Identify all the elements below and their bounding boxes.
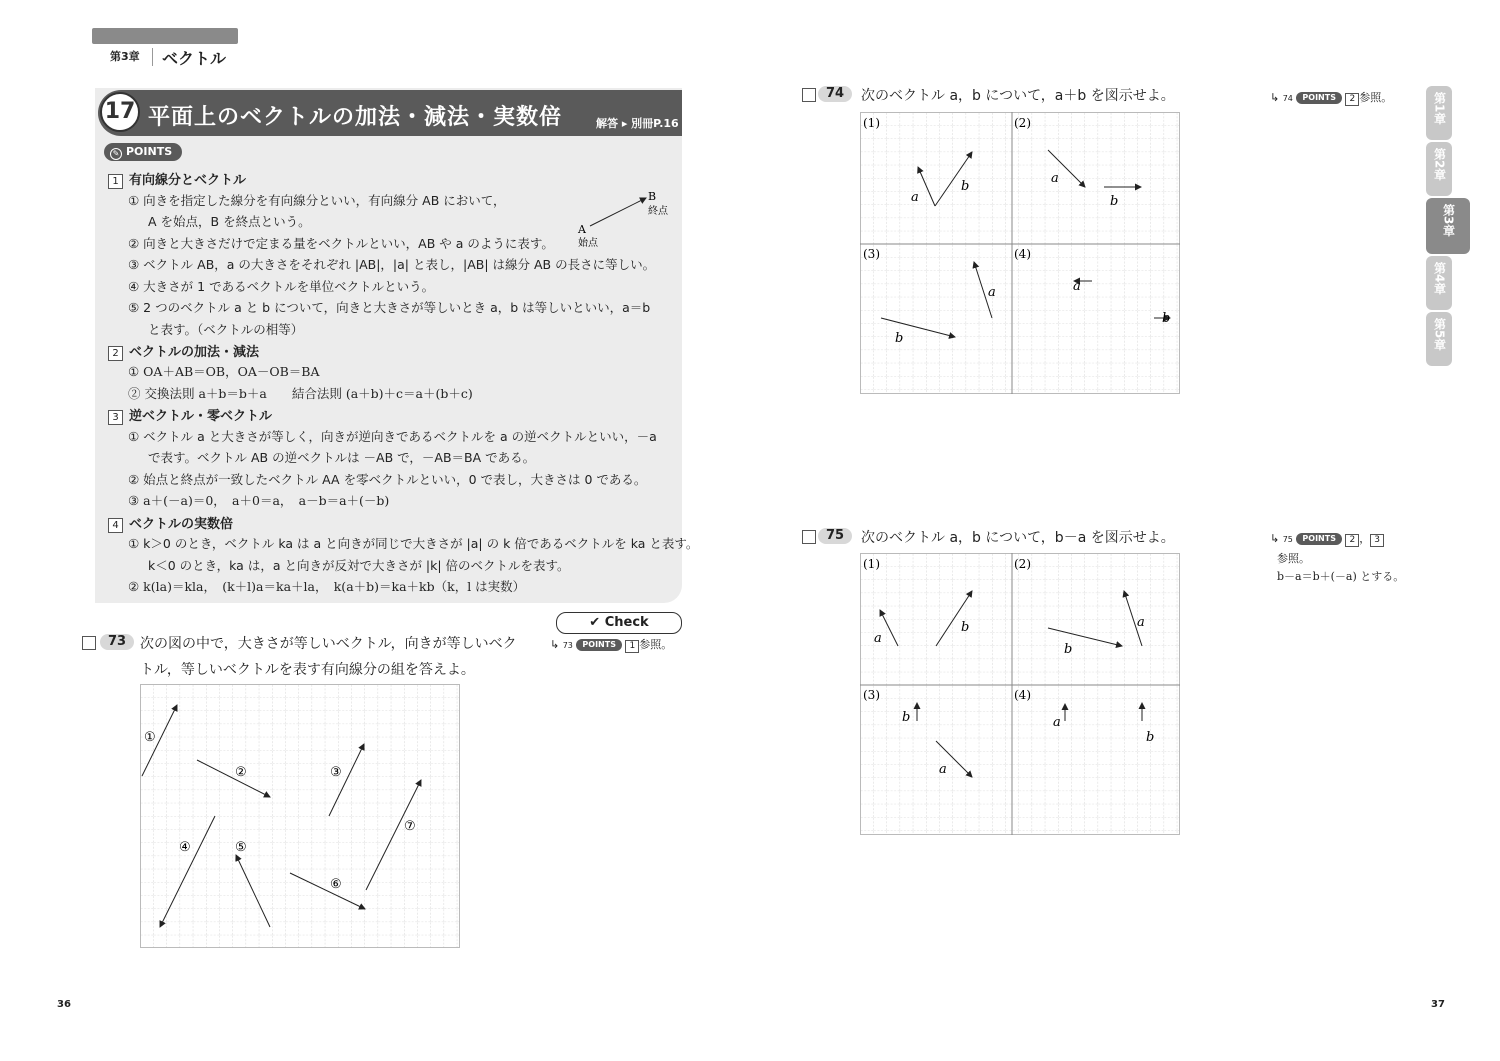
- q73-text-1: 次の図の中で，大きさが等しいベクトル，向きが等しいベク: [140, 636, 517, 652]
- q75-ref-line-3: b－a＝b＋(－a) とする。: [1277, 570, 1405, 583]
- q73-label-3: ③: [330, 765, 342, 780]
- q73-ref-num: 73: [562, 641, 573, 650]
- q74-p4-label-b: b: [1162, 311, 1171, 326]
- point-3-heading: [108, 405, 272, 425]
- q73-grid-figure: [140, 684, 462, 950]
- point-4-title: ベクトルの実数倍: [129, 517, 234, 532]
- q75-ref-num: 75: [1282, 535, 1293, 544]
- side-tab-label-4: 第4章: [1432, 262, 1447, 295]
- point-2-title: ベクトルの加法・減法: [129, 345, 260, 360]
- point-3-line-2: で表す。ベクトル AB の逆ベクトルは －AB で，－AB＝BA である。: [148, 450, 536, 465]
- point-1-line-6: ⑤ 2 つのベクトル a と b について，向きと大きさが等しいとき a，b は等しいといい，a＝b: [128, 300, 651, 315]
- point-3-line-3: ② 始点と終点が一致したベクトル AA を零ベクトルといい，0 で表し，大きさは 0 である。: [128, 472, 647, 487]
- q74-checkbox[interactable]: [802, 88, 816, 102]
- q75-p4-label-a: a: [1053, 715, 1061, 730]
- point-2-number: 2: [108, 346, 123, 361]
- q74-p2-label-a: a: [1051, 171, 1059, 186]
- point-1-line-2: A を始点，B を終点という。: [148, 214, 311, 229]
- q75-p3-label-a: a: [939, 762, 947, 777]
- q75-panel-3: (3): [863, 688, 880, 702]
- reference-arrow-icon: ↳: [1270, 91, 1280, 104]
- point-3-line-4: ③ a＋(－a)＝0， a＋0＝a， a－b＝a＋(－b): [128, 493, 390, 508]
- point-1-number: 1: [108, 174, 123, 189]
- q74-panel-2: (2): [1014, 116, 1031, 130]
- point-2-line-2: ② 交換法則 a＋b＝b＋a 結合法則 (a＋b)＋c＝a＋(b＋c): [128, 386, 473, 401]
- side-tab-chapter-2[interactable]: [1426, 142, 1452, 196]
- point-4-number: 4: [108, 518, 123, 533]
- page-number-right: 37: [1431, 999, 1445, 1010]
- q75-p2-label-b: b: [1064, 642, 1073, 657]
- q73-label-6: ⑥: [330, 877, 342, 892]
- q74-p3-label-a: a: [988, 285, 996, 300]
- q74-text: 次のベクトル a，b について，a＋b を図示せよ。: [861, 88, 1175, 104]
- label-end: 終点: [648, 206, 668, 217]
- point-1-heading: [108, 169, 246, 189]
- q75-ref-line-2: 参照。: [1277, 552, 1310, 565]
- q74-grid-figure: [860, 112, 1182, 396]
- q74-p1-label-b: b: [961, 179, 970, 194]
- check-label: Check: [604, 615, 649, 630]
- q74-ref-num: 74: [1282, 94, 1293, 103]
- side-tab-label-2: 第2章: [1432, 148, 1447, 181]
- q73-ref-badge: POINTS: [576, 639, 622, 651]
- side-tab-label-1: 第1章: [1432, 92, 1447, 125]
- side-tab-label-3: 第3章: [1441, 204, 1456, 237]
- q73-label-2: ②: [235, 765, 247, 780]
- q74-p4-label-a: a: [1073, 279, 1081, 294]
- label-start: 始点: [578, 238, 598, 249]
- directed-segment-diagram: [570, 188, 680, 250]
- q75-grid-figure: [860, 553, 1182, 837]
- label-b: B: [648, 190, 657, 203]
- check-icon: ✔: [589, 615, 601, 630]
- side-tab-chapter-4[interactable]: [1426, 256, 1452, 310]
- q73-reference: [550, 636, 672, 653]
- chapter-divider: [152, 48, 153, 66]
- q75-panel-1: (1): [863, 557, 880, 571]
- q74-reference: [1270, 89, 1392, 106]
- point-4-line-1: ① k＞0 のとき，ベクトル ka は a と向きが同じで大きさが |a| の k 倍であるベクトルを ka と表す。: [128, 536, 699, 551]
- check-tag: [556, 612, 682, 634]
- q74-panel-3: (3): [863, 247, 880, 261]
- q73-text-2: トル，等しいベクトルを表す有向線分の組を答えよ。: [140, 662, 475, 678]
- q75-p1-label-b: b: [961, 620, 970, 635]
- q73-ref-item: 1: [625, 640, 639, 653]
- side-tab-chapter-1[interactable]: [1426, 86, 1452, 140]
- q75-checkbox[interactable]: [802, 530, 816, 544]
- q74-ref-badge: POINTS: [1296, 92, 1342, 104]
- q74-number: 74: [818, 86, 852, 102]
- q73-label-7: ⑦: [404, 819, 416, 834]
- q73-label-5: ⑤: [235, 840, 247, 855]
- point-4-heading: [108, 513, 233, 533]
- q73-label-4: ④: [179, 840, 191, 855]
- q74-panel-4: (4): [1014, 247, 1031, 261]
- q74-p2-label-b: b: [1110, 194, 1119, 209]
- points-badge-label: POINTS: [126, 145, 173, 158]
- point-1-line-7: と表す。（ベクトルの相等）: [148, 322, 304, 337]
- segment-ab: [590, 198, 646, 226]
- side-tab-chapter-5[interactable]: [1426, 312, 1452, 366]
- label-a: A: [578, 223, 586, 236]
- point-1-title: 有向線分とベクトル: [129, 173, 247, 188]
- q75-number: 75: [818, 528, 852, 544]
- q75-p2-label-a: a: [1137, 615, 1145, 630]
- q75-panel-2: (2): [1014, 557, 1031, 571]
- chapter-label: 第3章: [110, 50, 140, 63]
- q75-ref-item-1: 2: [1345, 534, 1359, 547]
- q74-panel-1: (1): [863, 116, 880, 130]
- section-number: 17: [100, 92, 140, 132]
- answer-reference: 解答 ▸ 別冊P.16: [596, 117, 679, 130]
- chapter-title: ベクトル: [162, 49, 227, 68]
- reference-arrow-icon: ↳: [1270, 532, 1280, 545]
- q74-p1-label-a: a: [911, 190, 919, 205]
- q74-ref-tail: 参照。: [1359, 91, 1393, 104]
- q75-ref-sep: ，: [1359, 532, 1371, 545]
- q75-p3-label-b: b: [902, 710, 911, 725]
- q74-ref-item: 2: [1345, 93, 1359, 106]
- point-3-title: 逆ベクトル・零ベクトル: [129, 409, 273, 424]
- point-2-line-1: ① OA＋AB＝OB，OA－OB＝BA: [128, 364, 320, 379]
- point-1-line-3: ② 向きと大きさだけで定まる量をベクトルといい，AB や a のように表す。: [128, 236, 554, 251]
- q75-reference: [1270, 530, 1384, 547]
- point-1-line-5: ④ 大きさが 1 であるベクトルを単位ベクトルという。: [128, 279, 435, 294]
- q73-grid: [141, 685, 460, 948]
- point-1-line-1: ① 向きを指定した線分を有向線分といい，有向線分 AB において，: [128, 193, 506, 208]
- q75-text: 次のベクトル a，b について，b－a を図示せよ。: [861, 530, 1175, 546]
- points-badge: [104, 143, 182, 161]
- side-tab-chapter-3[interactable]: [1426, 198, 1470, 254]
- reference-arrow-icon: ↳: [550, 638, 560, 651]
- q73-checkbox[interactable]: [82, 636, 96, 650]
- page-number-left: 36: [57, 999, 71, 1010]
- point-2-heading: [108, 341, 259, 361]
- section-title: 平面上のベクトルの加法・減法・実数倍: [148, 105, 563, 130]
- q74-p3-label-b: b: [895, 331, 904, 346]
- q73-label-1: ①: [144, 730, 156, 745]
- side-tab-label-5: 第5章: [1432, 318, 1447, 351]
- pencil-icon: ✎: [110, 148, 122, 160]
- chapter-bar: [92, 28, 238, 44]
- q75-ref-badge: POINTS: [1296, 533, 1342, 545]
- q75-ref-item-2: 3: [1370, 534, 1384, 547]
- point-3-number: 3: [108, 410, 123, 425]
- q75-panel-4: (4): [1014, 688, 1031, 702]
- q75-p1-label-a: a: [874, 631, 882, 646]
- point-3-line-1: ① ベクトル a と大きさが等しく，向きが逆向きであるベクトルを a の逆ベクトルといい，－a: [128, 429, 657, 444]
- point-4-line-3: ② k(la)＝kla， (k＋l)a＝ka＋la， k(a＋b)＝ka＋kb（k，l は実数）: [128, 579, 526, 594]
- point-4-line-2: k＜0 のとき，ka は，a と向きが反対で大きさが |k| 倍のベクトルを表す。: [148, 558, 570, 573]
- q75-p4-label-b: b: [1146, 730, 1155, 745]
- q73-ref-tail: 参照。: [639, 638, 673, 651]
- point-1-line-4: ③ ベクトル AB，a の大きさをそれぞれ |AB|，|a| と表し，|AB| は線分 AB の長さに等しい。: [128, 257, 656, 272]
- q73-number: 73: [100, 634, 134, 650]
